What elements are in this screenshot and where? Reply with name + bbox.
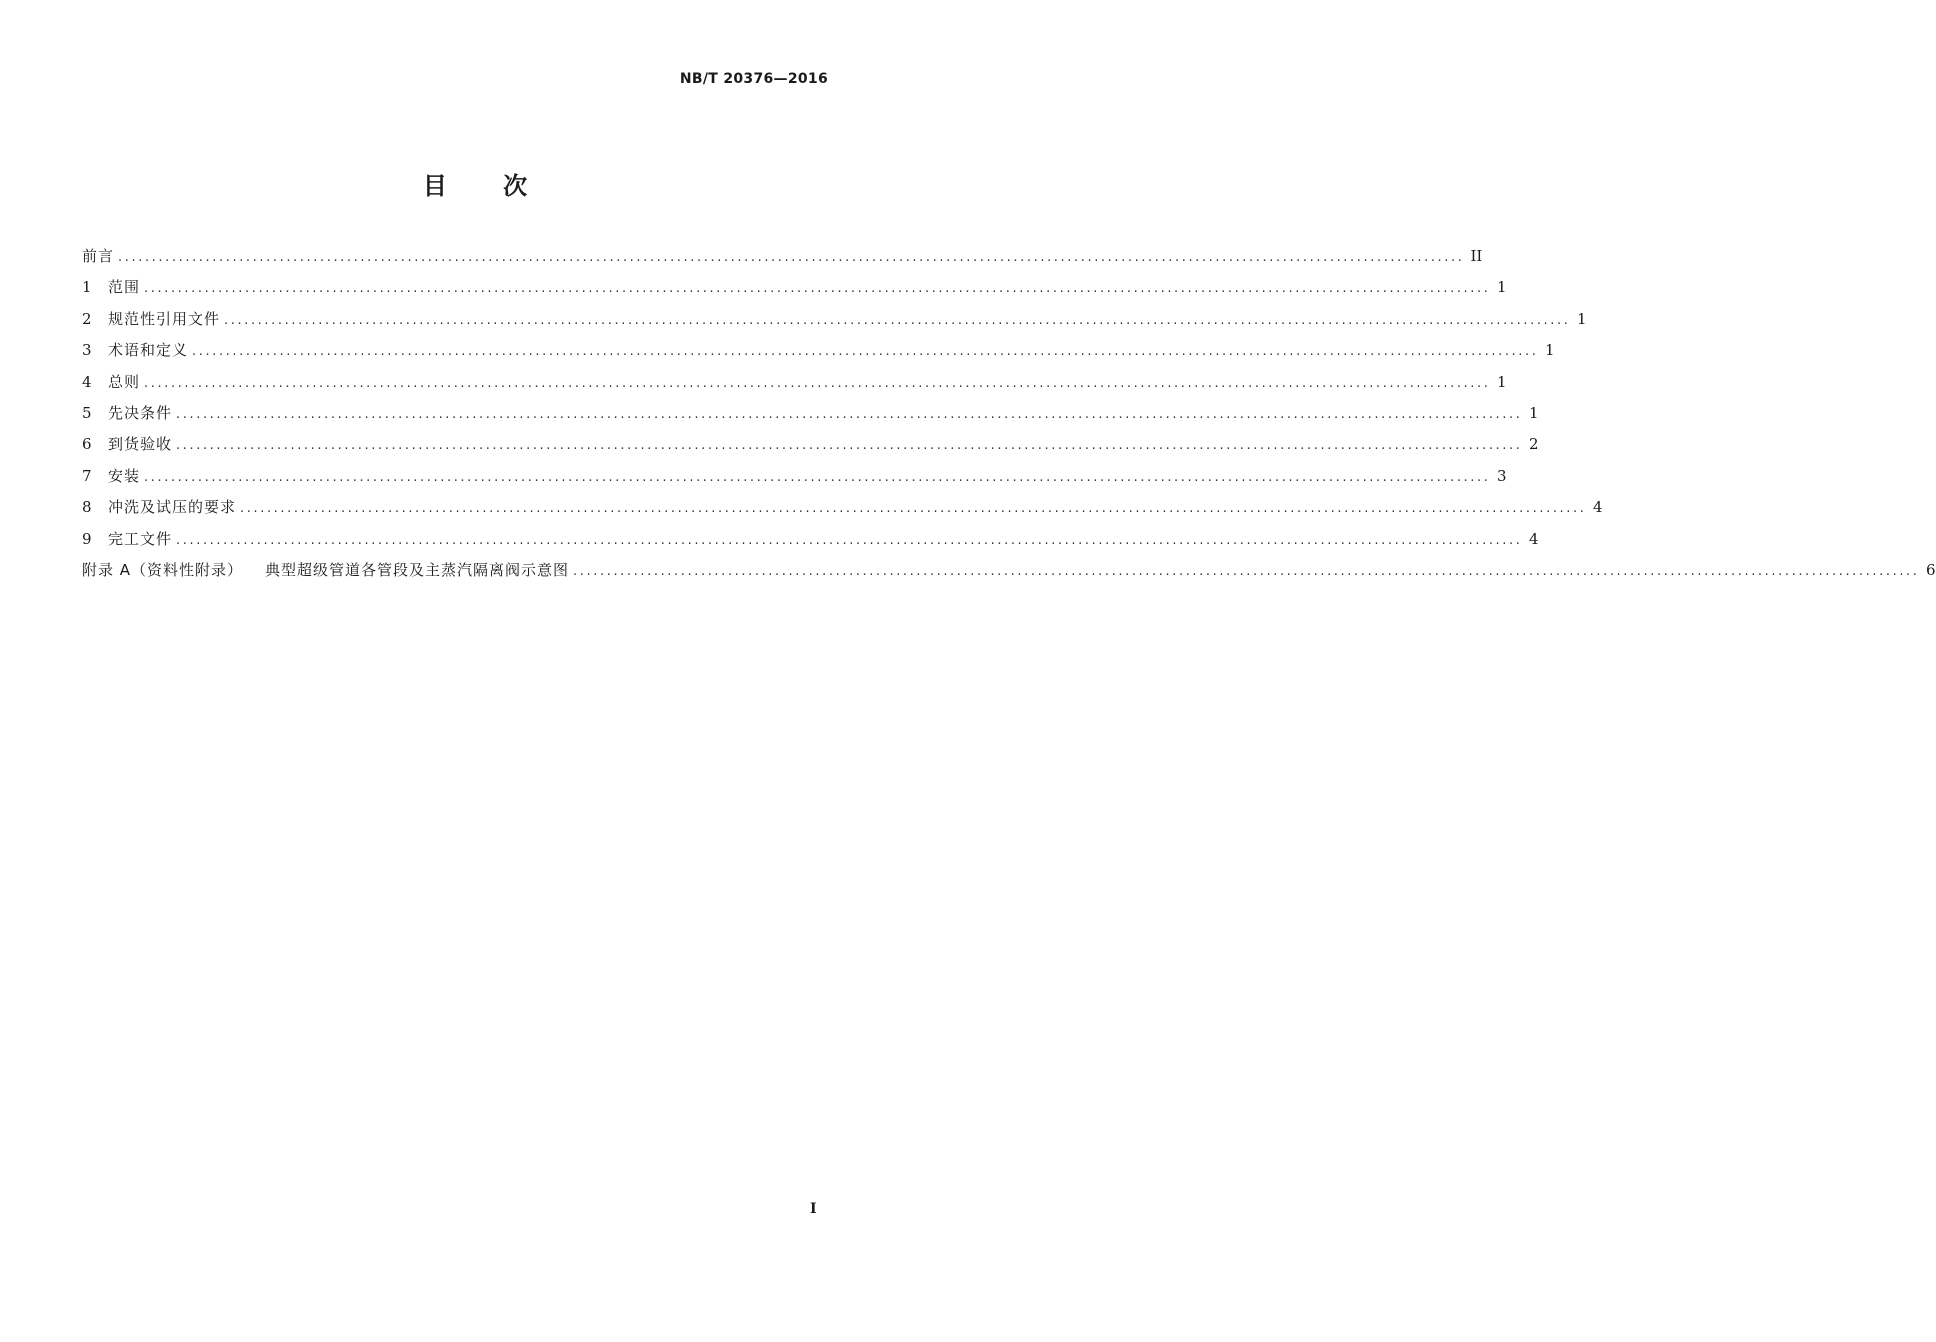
toc-entry-label: 规范性引用文件: [108, 309, 221, 328]
toc-entry-page: 4: [1528, 529, 1539, 548]
toc-entry-number: 8: [82, 498, 92, 517]
toc-entry-label: 先决条件: [108, 403, 173, 422]
toc-entry-number: 2: [82, 309, 92, 328]
toc-entry-3[interactable]: [82, 335, 1555, 366]
toc-entry-page: 1: [1528, 403, 1539, 422]
toc-leader-dots: ........................................................................................................................................................................................................: [144, 469, 1491, 485]
toc-entry-foreword[interactable]: [82, 241, 1483, 272]
toc-entry-number: 9: [82, 529, 92, 548]
toc-entry-5[interactable]: [82, 398, 1539, 429]
toc-entry-label: 安装: [108, 466, 141, 485]
toc-entry-4[interactable]: [82, 367, 1507, 398]
toc-entry-label: 术语和定义: [108, 341, 189, 360]
toc-entry-number: 7: [82, 466, 92, 485]
toc-leader-dots: ........................................................................................................................................................................................................: [573, 563, 1920, 579]
toc-entry-1[interactable]: [82, 272, 1507, 303]
toc-leader-dots: ........................................................................................................................................................................................................: [240, 501, 1587, 517]
table-of-contents: [82, 241, 1936, 586]
toc-leader-dots: ........................................................................................................................................................................................................: [224, 312, 1571, 328]
toc-entry-page: 1: [1544, 341, 1555, 360]
toc-entry-page: 3: [1496, 466, 1507, 485]
toc-entry-label: 完工文件: [108, 529, 173, 548]
toc-leader-dots: ........................................................................................................................................................................................................: [144, 281, 1491, 297]
toc-entry-page: 2: [1528, 435, 1539, 454]
toc-entry-label: 前言: [82, 247, 115, 265]
toc-appendix-description: 典型超级管道各管段及主蒸汽隔离阀示意图: [265, 560, 570, 579]
toc-entry-number: 3: [82, 341, 92, 360]
toc-entry-9[interactable]: [82, 524, 1539, 555]
toc-entry-page: 1: [1576, 309, 1587, 328]
page-number: I: [810, 1201, 817, 1217]
toc-leader-dots: ........................................................................................................................................................................................................: [176, 532, 1523, 548]
standard-code: NB/T 20376—2016: [679, 71, 828, 87]
toc-entry-number: 5: [82, 403, 92, 422]
toc-entry-2[interactable]: [82, 304, 1587, 335]
toc-entry-6[interactable]: [82, 429, 1539, 460]
toc-leader-dots: ........................................................................................................................................................................................................: [176, 406, 1523, 422]
toc-entry-7[interactable]: [82, 461, 1507, 492]
toc-entry-number: 1: [82, 278, 92, 297]
toc-entry-page: 1: [1496, 278, 1507, 297]
toc-entry-page: 4: [1592, 498, 1603, 517]
toc-entry-page: 6: [1925, 560, 1936, 579]
toc-entry-number: 6: [82, 435, 92, 454]
toc-leader-dots: ........................................................................................................................................................................................................: [144, 375, 1491, 391]
toc-appendix-label: 附录 A（资料性附录）: [82, 560, 244, 579]
toc-title: 目 次: [422, 172, 552, 200]
toc-entry-label: 总则: [108, 372, 141, 391]
toc-leader-dots: ........................................................................................................................................................................................................: [176, 438, 1523, 454]
toc-entry-label: 范围: [108, 278, 141, 297]
toc-entry-appendix-a[interactable]: [82, 555, 1936, 586]
toc-entry-label: 到货验收: [108, 435, 173, 454]
toc-entry-page: 1: [1496, 372, 1507, 391]
toc-leader-dots: ........................................................................................................................................................................................................: [192, 344, 1539, 360]
toc-entry-number: 4: [82, 372, 92, 391]
toc-leader-dots: ........................................................................................................................................................................................................: [118, 250, 1465, 265]
toc-entry-8[interactable]: [82, 492, 1603, 523]
toc-entry-label: 冲洗及试压的要求: [108, 498, 237, 517]
toc-entry-page: II: [1470, 247, 1483, 265]
